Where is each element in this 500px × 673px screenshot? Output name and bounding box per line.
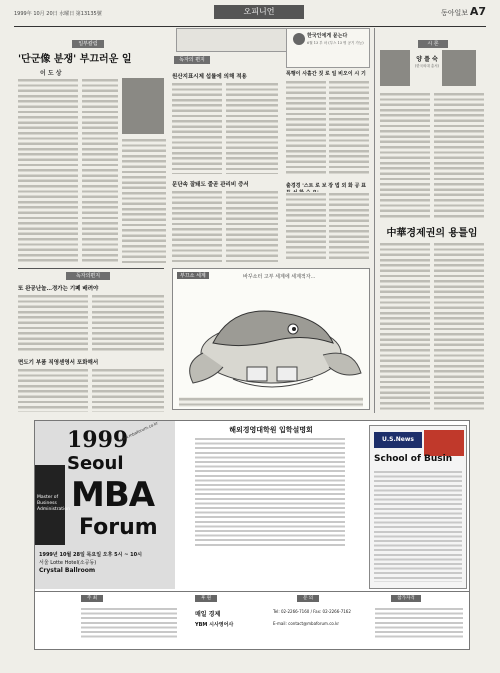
ad-seoul: Seoul [67, 453, 124, 474]
ad-venue-en: Crystal Ballroom [39, 567, 96, 574]
logo-icon [293, 33, 305, 45]
author-photo [442, 50, 476, 86]
ad-usnews-badge [424, 430, 464, 456]
ad-mba: MBA [71, 475, 155, 515]
author-name: 양 플 숙 [416, 56, 438, 63]
ad-usnews-logo: U.S.News [374, 432, 422, 448]
column-headline: '단군像 분쟁' 부끄러운 일 [18, 54, 132, 65]
contact-box [176, 28, 288, 52]
reader-tag: 독자의편지 [66, 272, 110, 280]
opinion-body [380, 242, 430, 412]
reader-body [18, 368, 88, 412]
opinion-headline: 中華경제권의 용틀임 [386, 228, 478, 239]
ad-footer-list [375, 607, 463, 639]
letter-body [172, 190, 222, 262]
ad-email: E-mail: contact@mbaforum.co.kr [273, 621, 340, 626]
letter-headline: 문단속 잘돼도 줄곧 관리비 증서 [172, 182, 249, 188]
column-tag: 일부칼럼 [72, 40, 104, 48]
author-photo [122, 78, 164, 134]
ad-event-title: 해외경영대학원 입학설명회 [229, 426, 313, 434]
divider [18, 268, 164, 269]
ad-school-of-busin: School of Busin [374, 454, 453, 464]
ad-footer-list [81, 607, 177, 639]
cartoon-title: 부끄소 세계 [177, 272, 209, 279]
ad-divider [35, 591, 469, 592]
letter-headline: 원산지표시제 섭률에 의해 적용 [172, 74, 247, 80]
ad-forum: Forum [79, 515, 158, 540]
article-body [286, 80, 326, 176]
ad-footer-head: 주 최 [81, 595, 103, 602]
ad-date: 1999년 10월 28일 목요일 오후 5시 ~ 10시 [39, 552, 142, 558]
mba-forum-ad [34, 420, 470, 650]
ad-contact: Tel: 02-2266-7160 / Fax: 02-2266-7162 [273, 609, 351, 614]
issue-date: 1999年 10月 20日 水曜日 第13135號 [14, 11, 102, 17]
ad-sponsor: YBM 시사영어사 [195, 622, 234, 628]
article-headline: 폭행이 사흘간 짓 로 일 비오이 시 기 [286, 71, 366, 77]
masthead [14, 4, 486, 27]
opinion-body [434, 92, 484, 220]
ad-master-line: Business [37, 501, 57, 506]
column-body [18, 78, 78, 263]
opinion-tag: 시 론 [418, 40, 448, 48]
ad-venue: 서울 Lotte Hotel(소공동) [39, 560, 97, 566]
cartoon-footnote [179, 397, 363, 407]
corner-subtitle: 6월 13 부 마 (부스 13 명 공기 가능) [307, 41, 364, 45]
page-number: A7 [469, 5, 486, 18]
column-body [122, 138, 166, 263]
ad-master-line: Administration [37, 507, 70, 512]
letter-body [172, 82, 222, 174]
reader-body [18, 294, 88, 352]
ad-url: www.mbaforum.co.kr [117, 420, 159, 443]
author-title: (한국외대 총서) [414, 64, 440, 68]
letter-body [226, 190, 278, 262]
article-body [329, 80, 369, 176]
reader-body [92, 368, 164, 412]
ad-footer-head: 후 원 [195, 595, 217, 602]
ad-master-line: Master of [37, 495, 59, 500]
ad-footer-head: 참가자격 [391, 595, 421, 602]
ad-footer-head: 문 의 [297, 595, 319, 602]
cartoon-caption: 바꾸소터 고부 세계에 세계적자… [243, 274, 316, 280]
editorial-cartoon [172, 268, 370, 410]
section-label: 오피니언 [214, 5, 304, 19]
letters-tag: 독자의 편지 [174, 56, 210, 64]
ad-year: 1999 [67, 427, 129, 453]
ad-body [195, 437, 345, 547]
column-body [82, 78, 118, 263]
article-body [286, 192, 326, 262]
article-body [329, 192, 369, 262]
column-byline: 이 도 상 [40, 70, 62, 77]
reader-body [92, 294, 164, 352]
reader-headline: 면도기 부품 직영센영서 포화해서 [18, 360, 99, 366]
ad-sponsor: 매일 경제 [195, 611, 221, 618]
ad-usnews-panel [369, 425, 467, 589]
corner-title: 한국인에게 묻는다 [307, 33, 348, 39]
corner-box [286, 28, 370, 68]
column-rule [374, 28, 375, 413]
reader-headline: 또 완공난놀…경가는 기폐 배려야 [18, 286, 99, 292]
ad-master-band [35, 465, 70, 545]
paper-name: 동아일보 [440, 9, 468, 17]
letter-body [226, 82, 278, 174]
cartoon-drawing [173, 283, 369, 403]
ad-ranking-table [374, 470, 462, 582]
article-subheadline: 출경경 '스트 로 보 장 법 외 화 공 표 [286, 183, 366, 189]
opinion-body [380, 92, 430, 220]
author-photo [380, 50, 410, 86]
opinion-body [434, 242, 484, 412]
